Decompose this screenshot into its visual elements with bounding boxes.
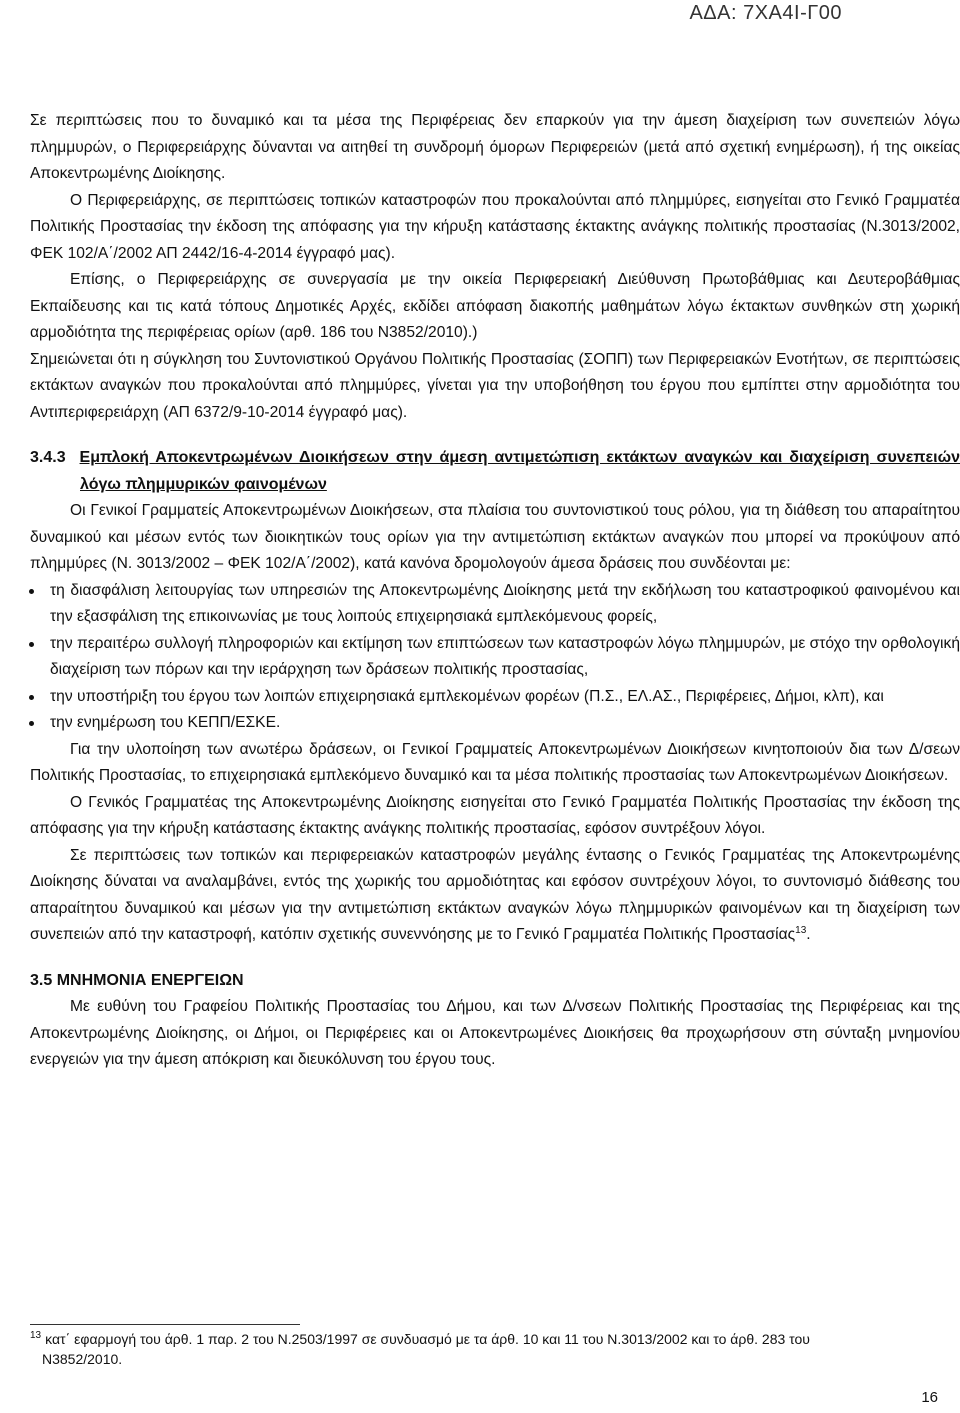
section-heading-3-5: 3.5 ΜΝΗΜΟΝΙΑ ΕΝΕΡΓΕΙΩΝ (30, 971, 244, 989)
paragraph-2: Ο Περιφερειάρχης, σε περιπτώσεις τοπικών καταστροφών που προκαλούνται από πλημμύρες, εισηγείται στο Γενικό Γραμματέα Πολιτικής Προστασίας την έκδοση της απόφασης για την κήρυξη κατάστασης έκτακτης ανάγκης πολιτικής προστασίας (Ν.3013/2002, ΦΕΚ 102/Α΄/2002 ΑΠ 2442/16-4-2014 έγγραφό μας). (30, 191, 960, 262)
paragraph-7: Ο Γενικός Γραμματέας της Αποκεντρωμένης Διοίκησης εισηγείται στο Γενικό Γραμματέα Πολιτικής Προστασίας την έκδοση της απόφασης για την κήρυξη κατάστασης έκτακτης ανάγκης πολιτικής προστασίας, εφόσον συντρέξουν λόγοι. (30, 793, 960, 837)
paragraph-8-text: Σε περιπτώσεις των τοπικών και περιφερειακών καταστροφών μεγάλης έντασης ο Γενικός Γραμματέας της Αποκεντρωμένης Διοίκησης δύναται να αναλαμβάνει, εντός της χωρικής του αρμοδιότητας και εφόσον συντρέχουν λόγοι, το συντονισμό διάθεσης του απαραίτητου δυναμικού και μέσων για την αντιμετώπιση εκτάκτων αναγκών λόγω πλημμυρικών φαινομένων και τη διαχείριση των συνεπειών από την καταστροφή, κατόπιν σχετικής συνεννόησης με το Γενικό Γραμματέα Πολιτικής Προστασίας (30, 846, 960, 943)
footnote-text-line2: Ν3852/2010. (42, 1351, 123, 1367)
paragraph-6: Για την υλοποίηση των ανωτέρω δράσεων, οι Γενικοί Γραμματείς Αποκεντρωμένων Διοικήσεων κινητοποιούν δια των Δ/σεων Πολιτικής Προστασίας, το επιχειρησιακά εμπλεκόμενο δυναμικό και τα μέσα πολιτικής προστασίας των Αποκεντρωμένων Διοικήσεων. (30, 740, 960, 784)
paragraph-4: Σημειώνεται ότι η σύγκληση του Συντονιστικού Οργάνου Πολιτικής Προστασίας (ΣΟΠΠ) των Περιφερειακών Ενοτήτων, σε περιπτώσεις εκτάκτων αναγκών που προκαλούνται από πλημμύρες, γίνεται για την υποβοήθηση του έργου που εμπίπτει στην αρμοδιότητα του Αντιπεριφερειάρχη (ΑΠ 6372/9-10-2014 έγγραφό μας). (30, 350, 960, 421)
bullet-list (30, 578, 960, 737)
bullet-icon (29, 695, 34, 700)
paragraph-9: Με ευθύνη του Γραφείου Πολιτικής Προστασίας του Δήμου, και των Δ/νσεων Πολιτικής Προστασίας της Περιφέρειας και της Αποκεντρωμένης Διοίκησης, οι Δήμοι, οι Περιφέρειες και οι Αποκεντρωμένες Διοικήσεις θα προχωρήσουν στη σύνταξη μνημονίου ενεργειών για την άμεση απόκριση και διευκόλυνση του έργου τους. (30, 998, 960, 1068)
document-body (30, 108, 960, 1074)
footnote-number: 13 (30, 1330, 42, 1342)
ada-code: ΑΔΑ: 7ΧΑ4Ι-Γ00 (689, 2, 842, 24)
list-item (30, 578, 960, 631)
section-title: Εμπλοκή Αποκεντρωμένων Διοικήσεων στην άμεση αντιμετώπιση εκτάκτων αναγκών και διαχείριση συνεπειών λόγω πλημμυρικών φαινομένων (79, 449, 960, 493)
list-item-text: την ενημέρωση του ΚΕΠΠ/ΕΣΚΕ. (50, 714, 281, 731)
paragraph-8-end: . (806, 926, 811, 943)
section-heading-3-4-3 (30, 445, 960, 498)
paragraph-5: Οι Γενικοί Γραμματείς Αποκεντρωμένων Διοικήσεων, στα πλαίσια του συντονιστικού τους ρόλου, για τη διάθεση του απαραίτητου δυναμικού και μέσων εντός των διοικητικών τους ορίων για την αντιμετώπιση εκτάκτων αναγκών που μπορεί να προκύψουν από πλημμύρες (Ν. 3013/2002 – ΦΕΚ 102/Α΄/2002), κατά κανόνα δρομολογούν άμεσα δράσεις που συνδέονται με: (30, 502, 960, 572)
footnote-separator (30, 1324, 300, 1325)
list-item (30, 710, 960, 737)
bullet-icon (29, 589, 34, 594)
footnote-reference[interactable]: 13 (795, 924, 807, 936)
paragraph-8 (30, 843, 960, 949)
section-number: 3.4.3 (30, 449, 66, 466)
bullet-icon (29, 721, 34, 726)
bullet-icon (29, 642, 34, 647)
list-item (30, 631, 960, 684)
list-item-text: τη διασφάλιση λειτουργίας των υπηρεσιών της Αποκεντρωμένης Διοίκησης μετά την εκδήλωση του καταστροφικού φαινομένου και την εξασφάλιση της επικοινωνίας με τους λοιπούς επιχειρησιακά εμπλεκόμενους φορείς, (50, 581, 960, 625)
list-item (30, 684, 960, 711)
page-number: 16 (921, 1389, 938, 1406)
paragraph-1: Σε περιπτώσεις που το δυναμικό και τα μέσα της Περιφέρειας δεν επαρκούν για την άμεση διαχείριση των συνεπειών λόγω πλημμυρών, ο Περιφερειάρχης δύνανται να αιτηθεί τη συνδρομή όμορων Περιφερειών (μετά από σχετική ενημέρωση), ή της οικείας Αποκεντρωμένης Διοίκησης. (30, 112, 960, 182)
footnote-text-line1: κατ΄ εφαρμογή του άρθ. 1 παρ. 2 του Ν.2503/1997 σε συνδυασμό με τα άρθ. 10 και 11 του Ν.3013/2002 και το άρθ. 283 του (45, 1331, 810, 1347)
footnote (30, 1329, 890, 1369)
list-item-text: την υποστήριξη του έργου των λοιπών επιχειρησιακά εμπλεκομένων φορέων (Π.Σ., ΕΛ.ΑΣ., Περιφέρειες, Δήμοι, κλπ), και (50, 687, 884, 705)
list-item-text: την περαιτέρω συλλογή πληροφοριών και εκτίμηση των επιπτώσεων των καταστροφών λόγω πλημμυρών, με στόχο την ορθολογική διαχείριση των πόρων και την ιεράρχηση των δράσεων πολιτικής προστασίας, (50, 634, 960, 678)
paragraph-3: Επίσης, ο Περιφερειάρχης σε συνεργασία με την οικεία Περιφερειακή Διεύθυνση Πρωτοβάθμιας και Δευτεροβάθμιας Εκπαίδευσης και τις κατά τόπους Δημοτικές Αρχές, εκδίδει απόφαση διακοπής μαθημάτων λόγω έκτακτων συνθηκών στη χωρική αρμοδιότητα της περιφέρειας ορίων (αρθ. 186 του Ν3852/2010).) (30, 271, 960, 341)
